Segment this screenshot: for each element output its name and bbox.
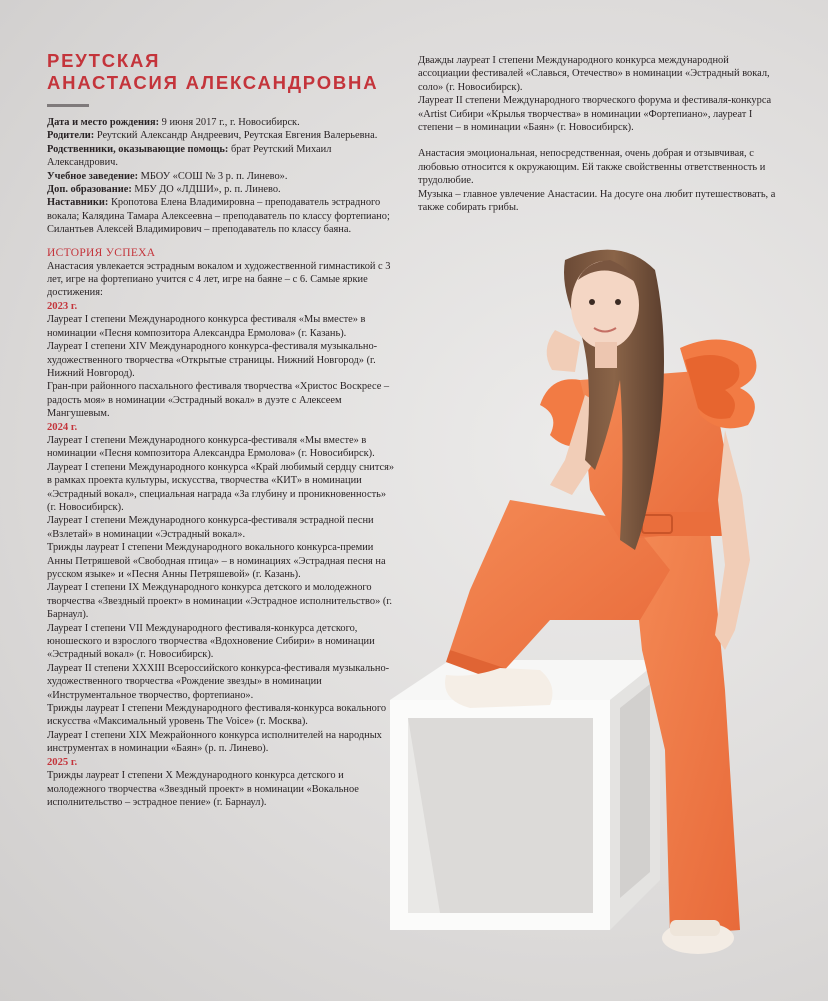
achievement-item: Лауреат I степени XIV Международного конкурса-фестиваля музыкально-художественного творчества «Открытые страницы. Нижний Новгород» (г. Нижний Новгород). xyxy=(47,341,378,379)
achievement-item: Лауреат I степени Международного конкурса фестиваля «Мы вместе» в номинации «Песня композитора Александра Ермолова» (г. Казань). xyxy=(47,314,366,339)
info-label: Родственники, оказывающие помощь: xyxy=(47,143,229,155)
achievement-item: Лауреат II степени XXXIII Всероссийского конкурса-фестиваля музыкально-художественного творчества «Рождение звезды» в номинации «Инструментальное творчество, фортепиано». xyxy=(47,662,390,701)
right-column xyxy=(418,54,778,214)
info-label: Родители: xyxy=(47,130,95,142)
year-heading: 2023 г. xyxy=(47,300,78,312)
achievement-item: Трижды лауреат I степени Международного фестиваля-конкурса вокального искусства «Максимальный уровень The Voice» (г. Москва). xyxy=(47,703,387,728)
info-extra-education xyxy=(47,183,395,196)
achievement-item: Гран-при районного пасхального фестиваля творчества «Христос Воскресе – радость моя» в номинации «Эстрадный вокал» в дуэте с Алексеем Мангушевым. xyxy=(47,381,390,420)
info-value: Реутский Александр Андреевич, Реутская Евгения Валерьевна. xyxy=(94,130,378,142)
achievement-item: Лауреат II степени Международного творческого форума и фестиваля-конкурса «Artist Сибири «Крылья творчества» в номинации «Фортепиано», лауреат I степени – в номинации «Баян» (г. Новосибирск). xyxy=(418,95,772,134)
character-text: Анастасия эмоциональная, непосредственная, очень добрая и отзывчивая, с любовью относится к окружающим. Ей также свойственны ответственность и трудолюбие. xyxy=(418,148,766,187)
achievement-item: Лауреат I степени Международного конкурса «Край любимый сердцу снится» в рамках проекта культуры, искусства, творчества «КИТ» в номинации «Эстрадный вокал», специальная награда «За глубину и проникновенность» (г. Новосибирск). xyxy=(47,461,395,513)
achievement-item: Лауреат I степени IX Международного конкурса детского и молодежного творчества «Звездный проект» в номинации «Эстрадное исполнительство» (г. Барнаул). xyxy=(47,582,393,621)
achievements-list xyxy=(47,300,395,809)
info-value: МБОУ «СОШ № 3 р. п. Линево». xyxy=(138,170,288,182)
achievement-item: Дважды лауреат I степени Международного конкурса международной ассоциации фестивалей «Славься, Отечество» в номинации «Эстрадный вокал, соло» (г. Новосибирск). xyxy=(418,55,770,93)
info-value: Кропотова Елена Владимировна – преподаватель эстрадного вокала; Калядина Тамара Алексеевна – преподаватель по классу фортепиано; Силантьев Алексей Владимирович – преподаватель по классу баяна. xyxy=(47,197,390,236)
info-birth xyxy=(47,116,395,129)
info-relatives xyxy=(47,143,395,170)
info-label: Дата и место рождения: xyxy=(47,117,160,128)
info-block xyxy=(47,116,395,237)
hobby-text: Музыка – главное увлечение Анастасии. На досуге она любит путешествовать, а также собирать грибы. xyxy=(418,188,776,214)
info-value: 9 июня 2017 г., г. Новосибирск. xyxy=(159,117,300,128)
achievement-item: Лауреат I степени Международного конкурса-фестиваля «Мы вместе» в номинации «Песня композитора Александра Ермолова» (г. Новосибирск). xyxy=(47,434,375,460)
person-name xyxy=(47,50,395,94)
info-value: МБУ ДО «ЛДШИ», р. п. Линево. xyxy=(131,184,281,196)
achievement-item: Трижды лауреат I степени X Международного конкурса детского и молодежного творчества «Звездный проект» в номинации «Вокальное исполнительство – эстрадное пение» (г. Барнаул). xyxy=(47,770,359,808)
info-parents xyxy=(47,129,395,142)
year-heading: 2024 г. xyxy=(47,421,78,433)
info-mentors xyxy=(47,196,395,236)
info-label: Учебное заведение: xyxy=(47,170,139,182)
left-column xyxy=(47,50,395,809)
info-value: брат Реутский Михаил Александрович. xyxy=(47,143,332,169)
year-heading: 2025 г. xyxy=(47,756,78,768)
portrait-photo xyxy=(380,230,828,1001)
name-line-1: РЕУТСКАЯ xyxy=(47,50,161,71)
name-line-2: АНАСТАСИЯ АЛЕКСАНДРОВНА xyxy=(47,72,379,93)
history-intro: Анастасия увлекается эстрадным вокалом и художественной гимнастикой с 3 лет, игре на фортепиано учится с 4 лет, игре на баяне – с 6. Самые яркие достижения: xyxy=(47,260,391,299)
history-title: ИСТОРИЯ УСПЕХА xyxy=(47,246,156,259)
achievement-item: Лауреат I степени XIX Межрайонного конкурса исполнителей на народных инструментах в номинации «Баян» (р. п. Линево). xyxy=(47,729,382,755)
info-label: Доп. образование: xyxy=(47,184,132,196)
achievement-item: Трижды лауреат I степени Международного вокального конкурса-премии Анны Петряшевой «Свободная птица» – в номинациях «Эстрадная песня на русском языке» и «Песня Анны Петряшевой» (г. Казань). xyxy=(47,542,386,580)
info-label: Наставники: xyxy=(47,197,109,209)
achievement-item: Лауреат I степени Международного конкурса-фестиваля эстрадной песни «Взлетай» в номинации «Эстрадный вокал». xyxy=(47,515,374,540)
title-divider xyxy=(47,104,89,107)
spacer xyxy=(418,134,778,147)
achievement-item: Лауреат I степени VII Международного фестиваля-конкурса детского, юношеского и взрослого творчества «Вдохновение Сибири» в номинации «Эстрадный вокал» (г. Новосибирск). xyxy=(47,622,375,661)
info-school xyxy=(47,170,395,183)
